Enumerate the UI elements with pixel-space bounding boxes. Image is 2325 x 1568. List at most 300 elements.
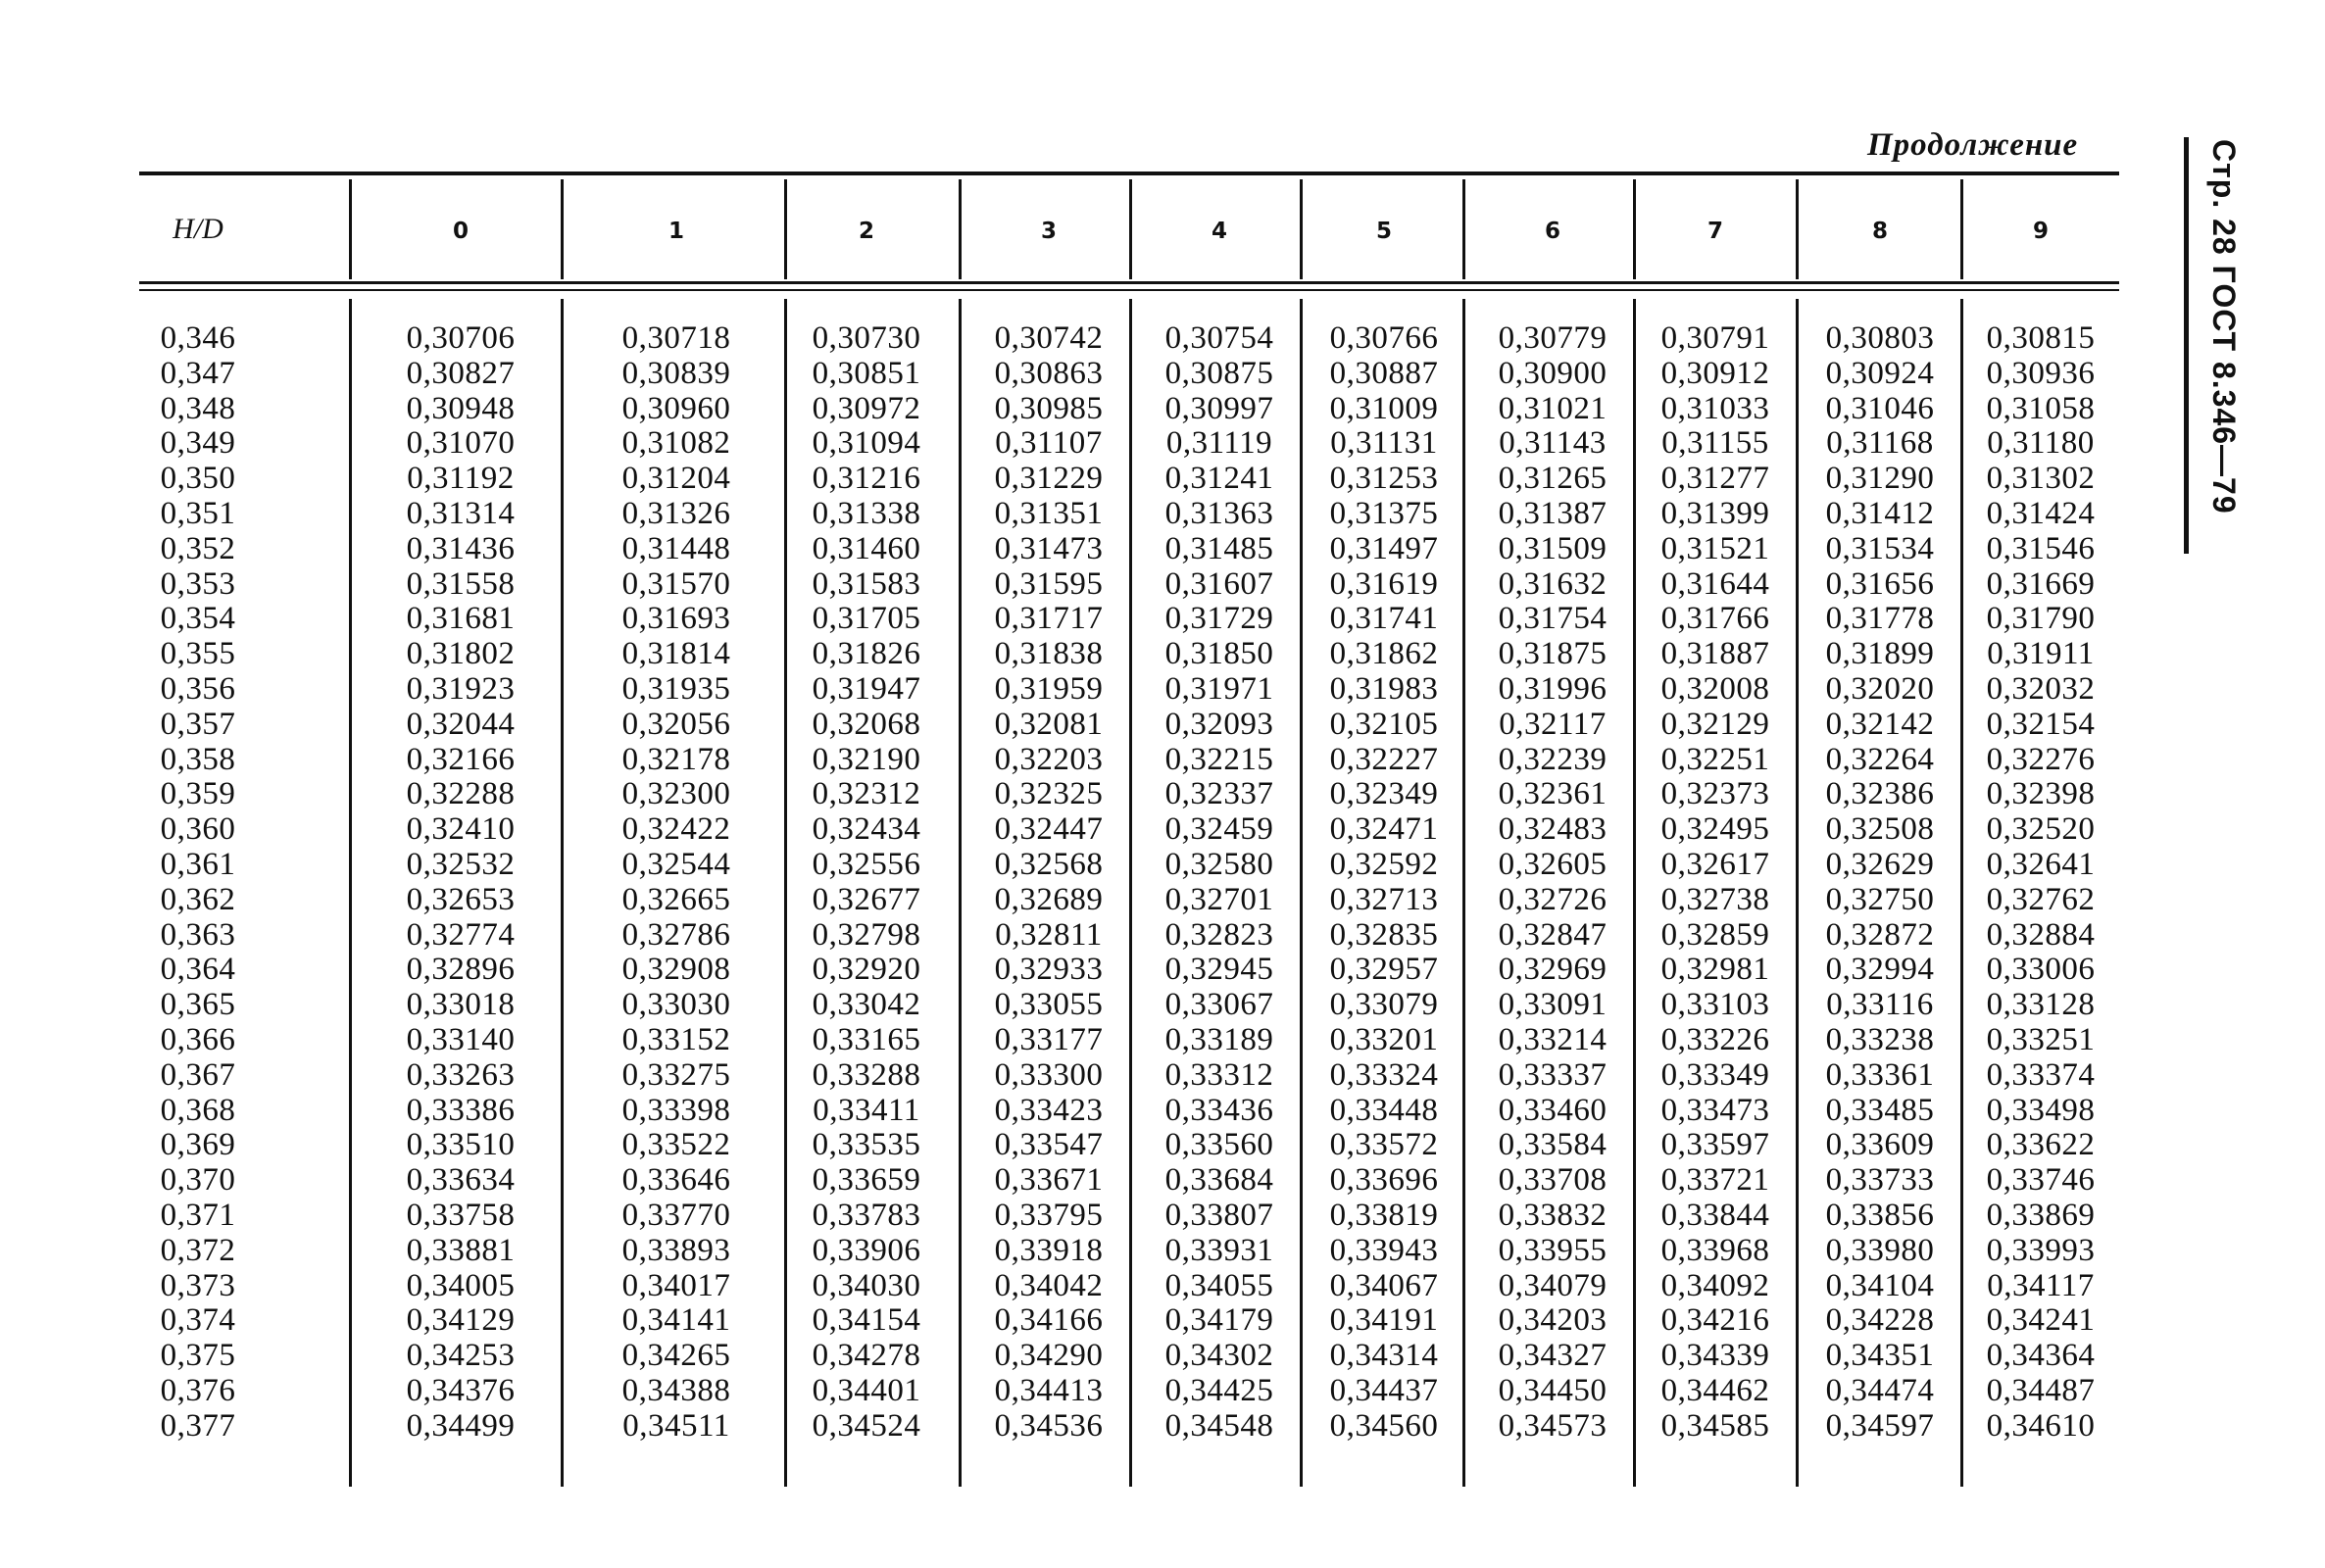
table-cell: 0,34548 — [1164, 1407, 1274, 1444]
table-cell: 0,32093 — [1164, 706, 1274, 742]
table-cell: 0,31241 — [1164, 461, 1274, 497]
table-cell: 0,34241 — [1986, 1302, 2096, 1339]
table-cell: 0,34067 — [1329, 1267, 1439, 1303]
table-cell: 0,30887 — [1329, 355, 1439, 391]
table-cell: 0,31850 — [1164, 636, 1274, 672]
table-cell: 0,33634 — [406, 1162, 516, 1199]
table-cell: 0,30936 — [1986, 355, 2096, 391]
table-cell: 0,31741 — [1329, 601, 1439, 637]
table-cell: 0,33423 — [994, 1092, 1104, 1128]
table-cell: 0,33238 — [1825, 1021, 1935, 1057]
table-cell: 0,32398 — [1986, 776, 2096, 812]
table-cell: 0,33733 — [1825, 1162, 1935, 1199]
table-cell: 0,32154 — [1986, 706, 2096, 742]
table-cell: 0,31681 — [406, 601, 516, 637]
table-cell: 0,32556 — [812, 846, 921, 882]
table-cell: 0,33177 — [994, 1021, 1104, 1057]
table-cell: 0,31644 — [1660, 565, 1770, 602]
table-cell: 0,30972 — [812, 390, 921, 426]
table-cell: 0,33006 — [1986, 952, 2096, 988]
table-row — [139, 531, 2119, 566]
table-cell: 0,33091 — [1498, 987, 1608, 1023]
table-cell: 0,32568 — [994, 846, 1104, 882]
table-row — [139, 742, 2119, 777]
table-cell: 0,31412 — [1825, 495, 1935, 531]
table-cell: 0,34437 — [1329, 1372, 1439, 1408]
table-cell: 0,31509 — [1498, 530, 1608, 566]
table-cell: 0,32166 — [406, 741, 516, 777]
row-key-cell: 0,363 — [160, 916, 236, 953]
table-cell: 0,32641 — [1986, 846, 2096, 882]
table-cell: 0,32920 — [812, 952, 921, 988]
table-row — [139, 1302, 2119, 1338]
table-cell: 0,32896 — [406, 952, 516, 988]
header-rule-double — [139, 289, 2119, 291]
table-cell: 0,33584 — [1498, 1127, 1608, 1163]
table-cell: 0,31277 — [1660, 461, 1770, 497]
table-cell: 0,32665 — [621, 881, 731, 917]
table-cell: 0,32459 — [1164, 811, 1274, 848]
table-cell: 0,31619 — [1329, 565, 1439, 602]
table-cell: 0,34191 — [1329, 1302, 1439, 1339]
table-cell: 0,31180 — [1987, 425, 2095, 462]
table-row — [139, 425, 2119, 461]
table-cell: 0,34524 — [812, 1407, 921, 1444]
table-cell: 0,33374 — [1986, 1056, 2096, 1093]
table-cell: 0,33609 — [1825, 1127, 1935, 1163]
table-cell: 0,30948 — [406, 390, 516, 426]
table-row — [139, 952, 2119, 987]
table-cell: 0,33943 — [1329, 1232, 1439, 1268]
table-cell: 0,34425 — [1164, 1372, 1274, 1408]
row-key-cell: 0,360 — [160, 811, 236, 848]
table-cell: 0,34253 — [406, 1338, 516, 1374]
table-cell: 0,34005 — [406, 1267, 516, 1303]
header-cell-8: 8 — [1871, 219, 1888, 244]
table-cell: 0,31021 — [1498, 390, 1608, 426]
table-header-row — [139, 172, 2119, 281]
table-cell: 0,31302 — [1986, 461, 2096, 497]
table-cell: 0,31009 — [1329, 390, 1439, 426]
table-cell: 0,31229 — [994, 461, 1104, 497]
table-cell: 0,32373 — [1660, 776, 1770, 812]
data-table — [139, 172, 2119, 1494]
table-cell: 0,34154 — [812, 1302, 921, 1339]
table-cell: 0,31971 — [1164, 670, 1274, 707]
table-cell: 0,32520 — [1986, 811, 2096, 848]
table-cell: 0,34462 — [1660, 1372, 1770, 1408]
table-cell: 0,31326 — [621, 495, 731, 531]
table-cell: 0,31168 — [1826, 425, 1934, 462]
table-cell: 0,32105 — [1329, 706, 1439, 742]
table-cell: 0,31862 — [1329, 636, 1439, 672]
table-cell: 0,32981 — [1660, 952, 1770, 988]
table-row — [139, 496, 2119, 531]
table-cell: 0,32422 — [621, 811, 731, 848]
table-cell: 0,32701 — [1164, 881, 1274, 917]
table-cell: 0,34351 — [1825, 1338, 1935, 1374]
header-rule — [139, 281, 2119, 284]
table-cell: 0,31729 — [1164, 601, 1274, 637]
table-cell: 0,31192 — [407, 461, 515, 497]
table-cell: 0,31705 — [812, 601, 921, 637]
row-key-cell: 0,376 — [160, 1372, 236, 1408]
table-cell: 0,34042 — [994, 1267, 1104, 1303]
table-cell: 0,33918 — [994, 1232, 1104, 1268]
table-cell: 0,31363 — [1164, 495, 1274, 531]
table-cell: 0,30730 — [812, 320, 921, 356]
table-cell: 0,33067 — [1164, 987, 1274, 1023]
table-cell: 0,34216 — [1660, 1302, 1770, 1339]
table-cell: 0,30718 — [621, 320, 731, 356]
table-row — [139, 1057, 2119, 1093]
table-row — [139, 1233, 2119, 1268]
table-cell: 0,33436 — [1164, 1092, 1274, 1128]
table-cell: 0,32933 — [994, 952, 1104, 988]
table-cell: 0,34179 — [1164, 1302, 1274, 1339]
table-cell: 0,32508 — [1825, 811, 1935, 848]
table-cell: 0,32044 — [406, 706, 516, 742]
row-key-cell: 0,369 — [160, 1127, 236, 1163]
table-cell: 0,34030 — [812, 1267, 921, 1303]
table-cell: 0,31959 — [994, 670, 1104, 707]
header-cell-4: 4 — [1211, 219, 1227, 244]
table-cell: 0,34413 — [994, 1372, 1104, 1408]
table-cell: 0,30863 — [994, 355, 1104, 391]
table-cell: 0,32823 — [1164, 916, 1274, 953]
table-cell: 0,34117 — [1987, 1267, 2095, 1303]
table-cell: 0,32908 — [621, 952, 731, 988]
row-key-cell: 0,365 — [160, 987, 236, 1023]
table-cell: 0,32544 — [621, 846, 731, 882]
row-key-cell: 0,358 — [160, 741, 236, 777]
table-cell: 0,31558 — [406, 565, 516, 602]
row-key-cell: 0,368 — [160, 1092, 236, 1128]
table-cell: 0,33263 — [406, 1056, 516, 1093]
table-cell: 0,32859 — [1660, 916, 1770, 953]
table-cell: 0,33547 — [994, 1127, 1104, 1163]
table-cell: 0,31082 — [621, 425, 731, 462]
table-cell: 0,31607 — [1164, 565, 1274, 602]
table-cell: 0,34610 — [1986, 1407, 2096, 1444]
table-cell: 0,32361 — [1498, 776, 1608, 812]
table-cell: 0,34388 — [621, 1372, 731, 1408]
table-cell: 0,34129 — [406, 1302, 516, 1339]
table-cell: 0,32117 — [1499, 706, 1607, 742]
table-cell: 0,34055 — [1164, 1267, 1274, 1303]
table-row — [139, 1127, 2119, 1162]
table-cell: 0,31983 — [1329, 670, 1439, 707]
table-cell: 0,31473 — [994, 530, 1104, 566]
table-cell: 0,34278 — [812, 1338, 921, 1374]
table-cell: 0,31766 — [1660, 601, 1770, 637]
table-cell: 0,31656 — [1825, 565, 1935, 602]
table-cell: 0,32786 — [621, 916, 731, 953]
table-cell: 0,31119 — [1165, 425, 1273, 462]
table-cell: 0,34141 — [621, 1302, 731, 1339]
table-cell: 0,34585 — [1660, 1407, 1770, 1444]
table-cell: 0,34487 — [1986, 1372, 2096, 1408]
table-cell: 0,34017 — [621, 1267, 731, 1303]
row-key-cell: 0,377 — [160, 1407, 236, 1444]
table-cell: 0,32617 — [1660, 846, 1770, 882]
row-key-cell: 0,359 — [160, 776, 236, 812]
table-cell: 0,33819 — [1329, 1197, 1439, 1233]
table-cell: 0,32872 — [1825, 916, 1935, 953]
table-row — [139, 882, 2119, 917]
table-cell: 0,31107 — [995, 425, 1103, 462]
row-key-cell: 0,366 — [160, 1021, 236, 1057]
header-cell-9: 9 — [2032, 219, 2049, 244]
row-key-cell: 0,350 — [160, 461, 236, 497]
table-cell: 0,30766 — [1329, 320, 1439, 356]
table-cell: 0,33312 — [1164, 1056, 1274, 1093]
table-cell: 0,32483 — [1498, 811, 1608, 848]
table-cell: 0,32811 — [995, 916, 1103, 953]
table-cell: 0,34573 — [1498, 1407, 1608, 1444]
table-cell: 0,33498 — [1986, 1092, 2096, 1128]
row-key-cell: 0,357 — [160, 706, 236, 742]
table-cell: 0,33746 — [1986, 1162, 2096, 1199]
table-cell: 0,31632 — [1498, 565, 1608, 602]
table-cell: 0,32178 — [621, 741, 731, 777]
table-cell: 0,34536 — [994, 1407, 1104, 1444]
table-cell: 0,30851 — [812, 355, 921, 391]
table-cell: 0,33832 — [1498, 1197, 1608, 1233]
table-cell: 0,34499 — [406, 1407, 516, 1444]
table-cell: 0,31265 — [1498, 461, 1608, 497]
table-cell: 0,31996 — [1498, 670, 1608, 707]
table-cell: 0,31070 — [406, 425, 516, 462]
table-cell: 0,31717 — [994, 601, 1104, 637]
table-cell: 0,33128 — [1986, 987, 2096, 1023]
table-cell: 0,30997 — [1164, 390, 1274, 426]
table-cell: 0,30791 — [1660, 320, 1770, 356]
table-cell: 0,33337 — [1498, 1056, 1608, 1093]
table-cell: 0,32068 — [812, 706, 921, 742]
table-row — [139, 987, 2119, 1022]
table-cell: 0,32957 — [1329, 952, 1439, 988]
table-body — [139, 320, 2119, 1444]
row-key-cell: 0,348 — [160, 390, 236, 426]
table-row — [139, 1198, 2119, 1233]
table-cell: 0,31204 — [621, 461, 731, 497]
row-key-cell: 0,353 — [160, 565, 236, 602]
table-cell: 0,32495 — [1660, 811, 1770, 848]
table-cell: 0,32056 — [621, 706, 731, 742]
row-key-cell: 0,346 — [160, 320, 236, 356]
row-key-cell: 0,347 — [160, 355, 236, 391]
table-cell: 0,33116 — [1826, 987, 1934, 1023]
table-cell: 0,30815 — [1986, 320, 2096, 356]
table-row — [139, 776, 2119, 811]
table-cell: 0,31546 — [1986, 530, 2096, 566]
table-cell: 0,34302 — [1164, 1338, 1274, 1374]
table-cell: 0,33226 — [1660, 1021, 1770, 1057]
table-cell: 0,32653 — [406, 881, 516, 917]
table-cell: 0,33300 — [994, 1056, 1104, 1093]
table-cell: 0,30912 — [1660, 355, 1770, 391]
table-cell: 0,32884 — [1986, 916, 2096, 953]
table-cell: 0,32227 — [1329, 741, 1439, 777]
table-cell: 0,32592 — [1329, 846, 1439, 882]
table-cell: 0,31399 — [1660, 495, 1770, 531]
table-cell: 0,33510 — [406, 1127, 516, 1163]
table-cell: 0,33893 — [621, 1232, 731, 1268]
table-row — [139, 391, 2119, 426]
table-cell: 0,32945 — [1164, 952, 1274, 988]
header-cell-3: 3 — [1040, 219, 1057, 244]
table-cell: 0,31375 — [1329, 495, 1439, 531]
table-cell: 0,32032 — [1986, 670, 2096, 707]
table-cell: 0,33398 — [621, 1092, 731, 1128]
table-cell: 0,31875 — [1498, 636, 1608, 672]
table-cell: 0,31424 — [1986, 495, 2096, 531]
table-cell: 0,32239 — [1498, 741, 1608, 777]
table-row — [139, 1268, 2119, 1303]
table-cell: 0,31338 — [812, 495, 921, 531]
table-row — [139, 1408, 2119, 1444]
table-cell: 0,31485 — [1164, 530, 1274, 566]
table-cell: 0,30827 — [406, 355, 516, 391]
table-cell: 0,33055 — [994, 987, 1104, 1023]
table-cell: 0,30960 — [621, 390, 731, 426]
table-row — [139, 601, 2119, 636]
row-key-cell: 0,351 — [160, 495, 236, 531]
table-cell: 0,33844 — [1660, 1197, 1770, 1233]
table-cell: 0,32081 — [994, 706, 1104, 742]
table-cell: 0,33201 — [1329, 1021, 1439, 1057]
table-row — [139, 320, 2119, 356]
table-cell: 0,33485 — [1825, 1092, 1935, 1128]
table-cell: 0,31351 — [994, 495, 1104, 531]
table-cell: 0,30839 — [621, 355, 731, 391]
table-cell: 0,33214 — [1498, 1021, 1608, 1057]
table-cell: 0,33349 — [1660, 1056, 1770, 1093]
table-row — [139, 707, 2119, 742]
table-cell: 0,33671 — [994, 1162, 1104, 1199]
table-cell: 0,31314 — [406, 495, 516, 531]
table-cell: 0,34339 — [1660, 1338, 1770, 1374]
row-key-cell: 0,370 — [160, 1162, 236, 1199]
table-cell: 0,33560 — [1164, 1127, 1274, 1163]
table-cell: 0,33251 — [1986, 1021, 2096, 1057]
table-cell: 0,34314 — [1329, 1338, 1439, 1374]
table-cell: 0,31033 — [1660, 390, 1770, 426]
table-cell: 0,33856 — [1825, 1197, 1935, 1233]
table-cell: 0,31826 — [812, 636, 921, 672]
table-cell: 0,32129 — [1660, 706, 1770, 742]
table-cell: 0,31911 — [1987, 636, 2095, 672]
table-cell: 0,32689 — [994, 881, 1104, 917]
table-cell: 0,34228 — [1825, 1302, 1935, 1339]
table-cell: 0,31155 — [1661, 425, 1769, 462]
table-cell: 0,32969 — [1498, 952, 1608, 988]
table-cell: 0,33275 — [621, 1056, 731, 1093]
table-cell: 0,33721 — [1660, 1162, 1770, 1199]
table-cell: 0,34265 — [621, 1338, 731, 1374]
table-cell: 0,32203 — [994, 741, 1104, 777]
table-cell: 0,33659 — [812, 1162, 921, 1199]
table-cell: 0,32798 — [812, 916, 921, 953]
table-cell: 0,30803 — [1825, 320, 1935, 356]
table-cell: 0,32386 — [1825, 776, 1935, 812]
table-cell: 0,33770 — [621, 1197, 731, 1233]
table-cell: 0,31094 — [812, 425, 921, 462]
table-cell: 0,32020 — [1825, 670, 1935, 707]
table-cell: 0,34511 — [622, 1407, 730, 1444]
table-row — [139, 811, 2119, 847]
row-key-cell: 0,355 — [160, 636, 236, 672]
table-cell: 0,33684 — [1164, 1162, 1274, 1199]
table-cell: 0,30875 — [1164, 355, 1274, 391]
table-cell: 0,30706 — [406, 320, 516, 356]
table-cell: 0,33460 — [1498, 1092, 1608, 1128]
table-cell: 0,31838 — [994, 636, 1104, 672]
running-head-text: Стр. 28 ГОСТ 8.346—79 — [2206, 139, 2242, 514]
table-cell: 0,33646 — [621, 1162, 731, 1199]
table-cell: 0,34474 — [1825, 1372, 1935, 1408]
header-cell-5: 5 — [1375, 219, 1392, 244]
table-cell: 0,32605 — [1498, 846, 1608, 882]
table-cell: 0,31460 — [812, 530, 921, 566]
table-cell: 0,33622 — [1986, 1127, 2096, 1163]
table-cell: 0,32142 — [1825, 706, 1935, 742]
table-cell: 0,33189 — [1164, 1021, 1274, 1057]
table-cell: 0,33140 — [406, 1021, 516, 1057]
header-cell-1: 1 — [668, 219, 684, 244]
table-cell: 0,34401 — [812, 1372, 921, 1408]
table-cell: 0,31521 — [1660, 530, 1770, 566]
table-cell: 0,32726 — [1498, 881, 1608, 917]
table-cell: 0,33968 — [1660, 1232, 1770, 1268]
table-cell: 0,32532 — [406, 846, 516, 882]
table-cell: 0,33103 — [1660, 987, 1770, 1023]
table-cell: 0,31814 — [621, 636, 731, 672]
row-key-cell: 0,373 — [160, 1267, 236, 1303]
table-cell: 0,31448 — [621, 530, 731, 566]
continuation-label: Продолжение — [1867, 127, 2079, 163]
table-cell: 0,32337 — [1164, 776, 1274, 812]
row-key-cell: 0,356 — [160, 670, 236, 707]
table-cell: 0,33955 — [1498, 1232, 1608, 1268]
table-cell: 0,31899 — [1825, 636, 1935, 672]
table-cell: 0,31595 — [994, 565, 1104, 602]
table-cell: 0,30779 — [1498, 320, 1608, 356]
table-cell: 0,33795 — [994, 1197, 1104, 1233]
table-row — [139, 671, 2119, 707]
table-cell: 0,32713 — [1329, 881, 1439, 917]
table-cell: 0,31253 — [1329, 461, 1439, 497]
table-cell: 0,32738 — [1660, 881, 1770, 917]
table-cell: 0,34203 — [1498, 1302, 1608, 1339]
header-cell-0: 0 — [452, 219, 469, 244]
table-cell: 0,33079 — [1329, 987, 1439, 1023]
table-cell: 0,33152 — [621, 1021, 731, 1057]
table-cell: 0,33881 — [406, 1232, 516, 1268]
table-cell: 0,34166 — [994, 1302, 1104, 1339]
table-cell: 0,34597 — [1825, 1407, 1935, 1444]
table-cell: 0,32847 — [1498, 916, 1608, 953]
table-cell: 0,30754 — [1164, 320, 1274, 356]
table-cell: 0,32677 — [812, 881, 921, 917]
table-cell: 0,34290 — [994, 1338, 1104, 1374]
table-row — [139, 1338, 2119, 1373]
table-cell: 0,33042 — [812, 987, 921, 1023]
table-cell: 0,32251 — [1660, 741, 1770, 777]
table-cell: 0,31790 — [1986, 601, 2096, 637]
table-row — [139, 636, 2119, 671]
